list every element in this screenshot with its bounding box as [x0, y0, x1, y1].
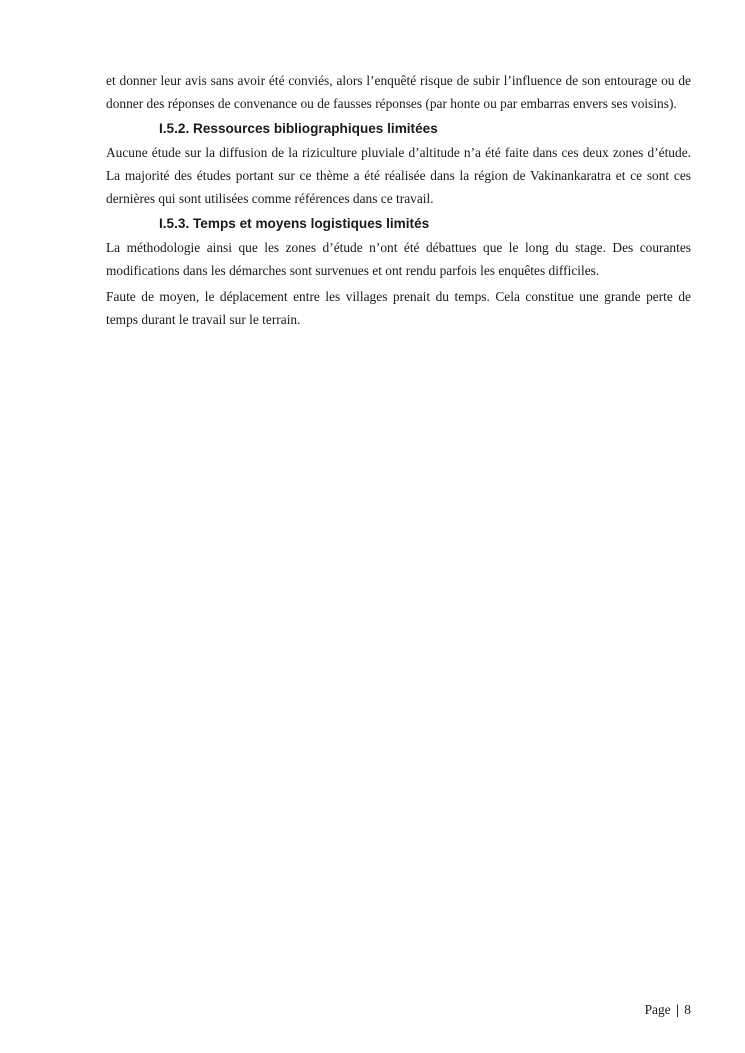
page-footer — [645, 1000, 691, 1020]
section-heading-1-5-2: I.5.2. Ressources bibliographiques limitées — [159, 120, 438, 136]
page-separator: | — [675, 1002, 679, 1017]
paragraph-intro: et donner leur avis sans avoir été conviés, alors l’enquêté risque de subir l’influence de son entourage ou de donner des réponses de convenance ou de fausses réponses (par honte ou par embarras envers ses voisins). — [106, 73, 691, 111]
section-heading-1-5-3: I.5.3. Temps et moyens logistiques limités — [159, 215, 430, 231]
paragraph-methodology: La méthodologie ainsi que les zones d’étude n’ont été débattues que le long du stage. Des courantes modifications dans les démarches sont survenues et ont rendu parfois les enquêtes difficiles. — [106, 240, 691, 278]
document-page — [106, 70, 691, 331]
page-label: Page — [644, 1002, 671, 1017]
paragraph-travel-time: Faute de moyen, le déplacement entre les villages prenait du temps. Cela constitue une grande perte de temps durant le travail sur le terrain. — [106, 289, 691, 327]
page-number: 8 — [684, 1002, 691, 1017]
paragraph-bibliographic-resources: Aucune étude sur la diffusion de la riziculture pluviale d’altitude n’a été faite dans ces deux zones d’étude. La majorité des études portant sur ce thème a été réalisée dans la région de Vakinankaratra et ce sont ces dernières qui sont utilisées comme références dans ce travail. — [106, 145, 691, 206]
